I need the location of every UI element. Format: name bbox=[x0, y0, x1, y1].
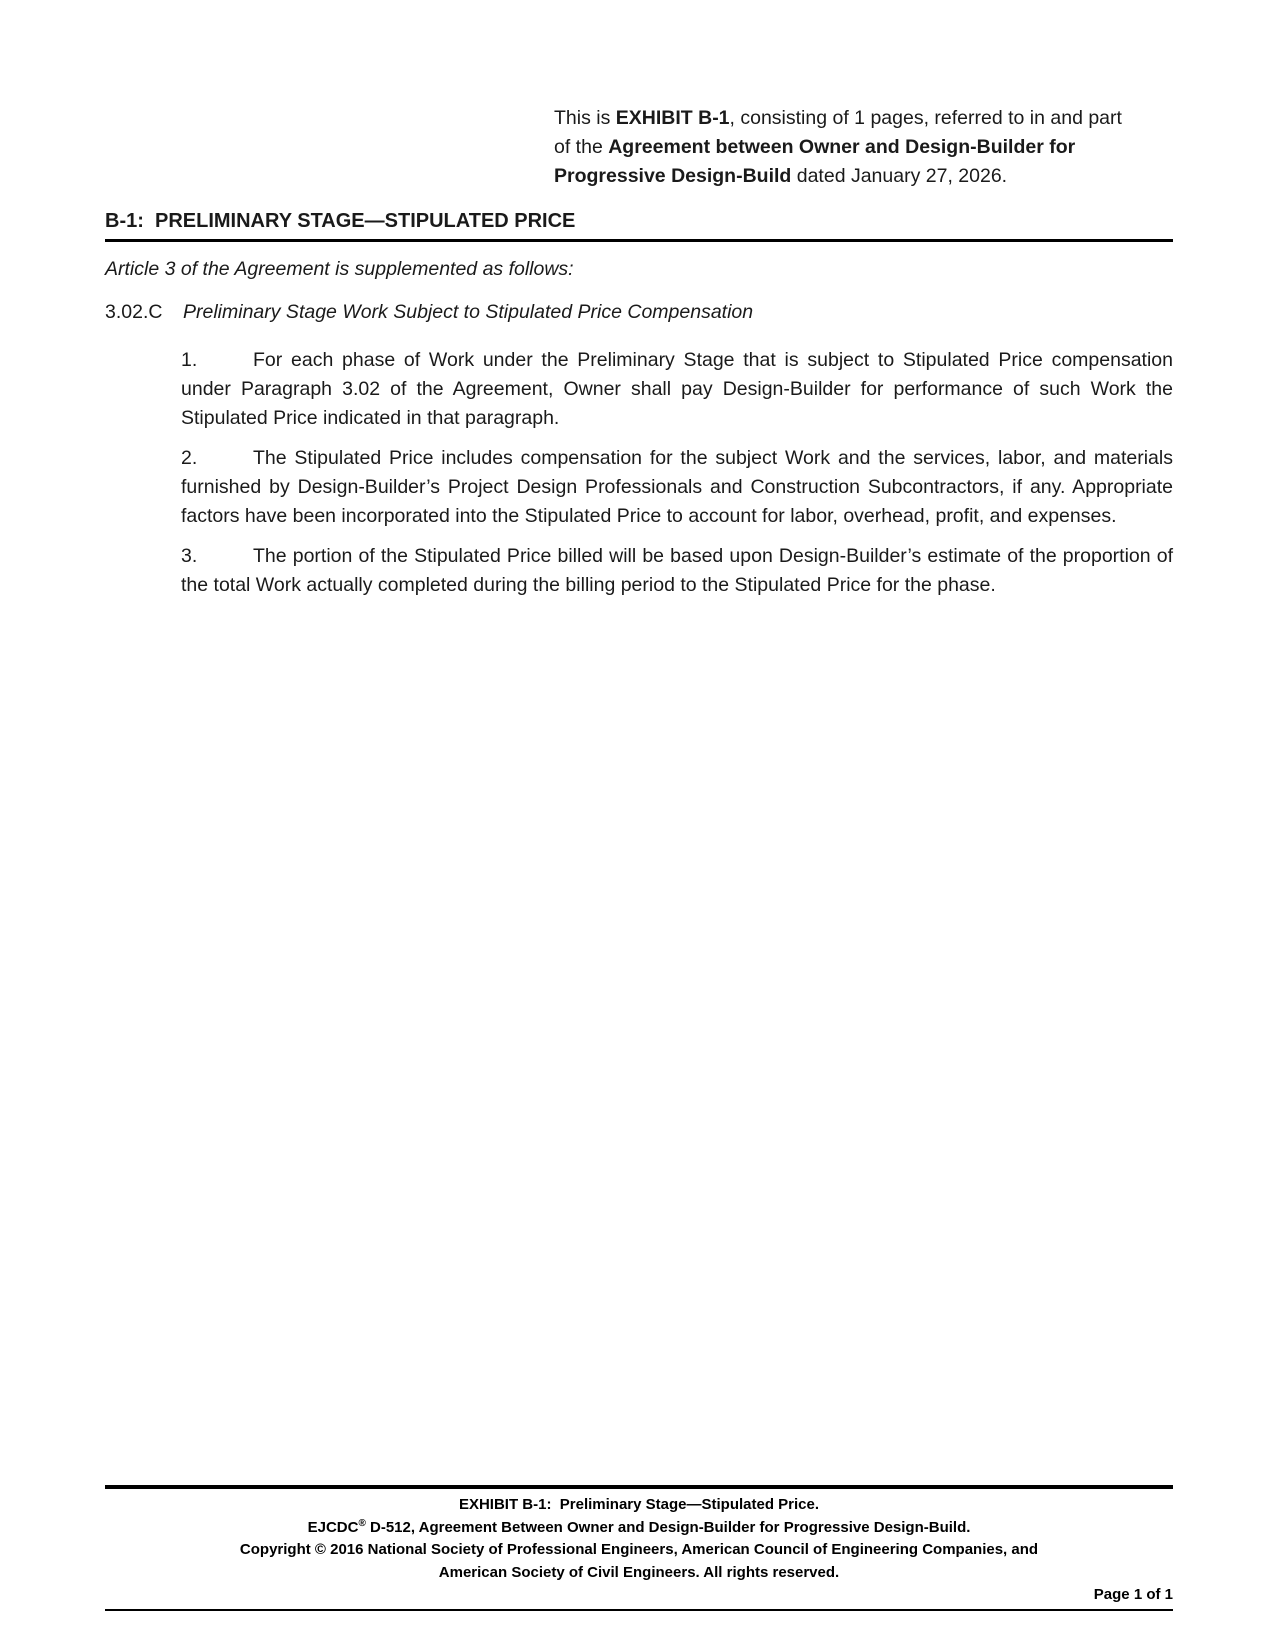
note-text: This is bbox=[554, 107, 616, 129]
paragraph-number: 1. bbox=[181, 349, 198, 371]
note-text-bold: Progressive Design-Build bbox=[554, 165, 792, 187]
paragraph-text: The Stipulated Price includes compensation for the subject Work and the services, labor, and materials furnished by Design-Builder’s Project Design Professionals and Construction Subcontractors, if any. Appropriate factors have been incorporated into the Stipulated Price to account for labor, overhead, profit, and expenses. bbox=[181, 447, 1173, 527]
numbered-paragraph-1 bbox=[105, 346, 1173, 433]
footer-ejcdc-line bbox=[105, 1517, 1173, 1540]
footer-bottom-rule bbox=[105, 1609, 1173, 1611]
page-footer bbox=[105, 1485, 1173, 1611]
paragraph-number: 3. bbox=[181, 545, 198, 567]
paragraph-text: The portion of the Stipulated Price billed will be based upon Design-Builder’s estimate of the proportion of the total Work actually completed during the billing period to the Stipulated Price for the phase. bbox=[181, 545, 1173, 596]
note-text: dated January 27, 2026. bbox=[791, 165, 1008, 187]
article-intro: Article 3 of the Agreement is supplemented as follows: bbox=[105, 258, 574, 280]
note-text-bold: Agreement between Owner and Design-Builder for bbox=[608, 136, 1076, 158]
note-text: , consisting of 1 pages, referred to in and part bbox=[729, 107, 1122, 129]
paragraph-number: 2. bbox=[181, 447, 198, 469]
clause-title-line bbox=[105, 298, 1173, 327]
footer-ejcdc-name: EJCDC bbox=[307, 1518, 359, 1536]
exhibit-reference-note bbox=[554, 104, 1170, 191]
exhibit-note-line-1 bbox=[554, 104, 1170, 133]
clause-title: Preliminary Stage Work Subject to Stipulated Price Compensation bbox=[183, 301, 754, 323]
footer-page-number: Page 1 of 1 bbox=[1093, 1586, 1173, 1603]
note-text: of the bbox=[554, 136, 609, 158]
registered-trademark-symbol: ® bbox=[358, 1517, 366, 1529]
exhibit-note-line-3 bbox=[554, 162, 1170, 191]
numbered-paragraph-2 bbox=[105, 444, 1173, 531]
exhibit-note-line-2 bbox=[554, 133, 1170, 162]
numbered-paragraph-3 bbox=[105, 542, 1173, 600]
paragraph-text: For each phase of Work under the Preliminary Stage that is subject to Stipulated Price compensation under Paragraph 3.02 of the Agreement, Owner shall pay Design-Builder for performance of such Work the Stipulated Price indicated in that paragraph. bbox=[181, 349, 1173, 429]
note-text-bold: EXHIBIT B-1 bbox=[615, 107, 730, 129]
footer-ejcdc-rest: D-512, Agreement Between Owner and Design-Builder for Progressive Design-Build. bbox=[365, 1518, 971, 1536]
footer-exhibit-line: EXHIBIT B-1: Preliminary Stage—Stipulated Price. bbox=[458, 1496, 820, 1513]
footer-top-rule bbox=[105, 1485, 1173, 1489]
footer-copyright-line-1: Copyright © 2016 National Society of Professional Engineers, American Council of Engineering Companies, and bbox=[239, 1541, 1039, 1558]
footer-copyright-line-2: American Society of Civil Engineers. All rights reserved. bbox=[438, 1563, 840, 1581]
section-heading: B-1: PRELIMINARY STAGE—STIPULATED PRICE bbox=[105, 207, 1173, 242]
clause-number: 3.02.C bbox=[105, 301, 163, 323]
